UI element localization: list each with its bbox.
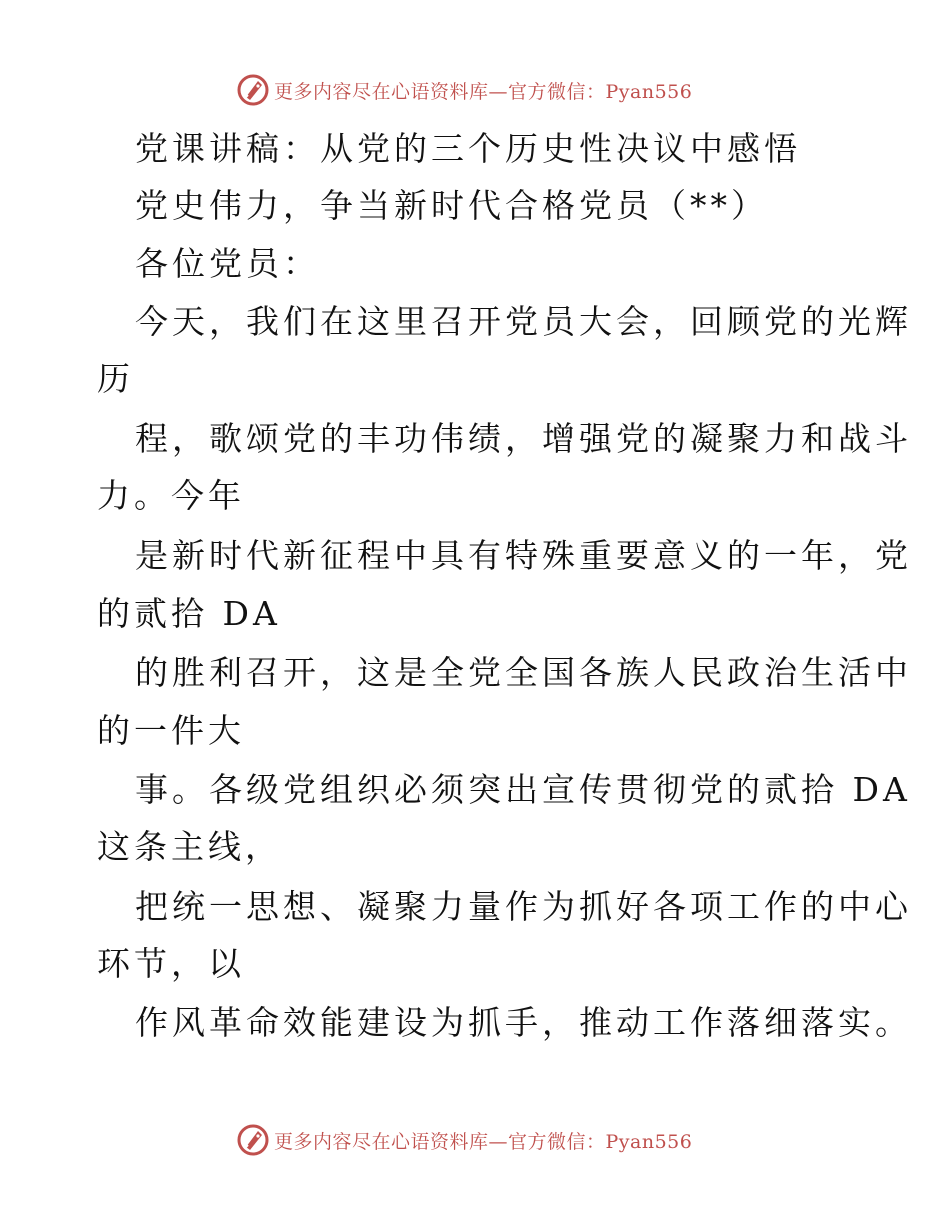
document-title-line-2: 党史伟力，争当新时代合格党员（**）: [135, 186, 768, 225]
paragraph-line: 事。各级党组织必须突出宣传贯彻党的贰拾 DA: [135, 770, 911, 809]
document-title-line-1: 党课讲稿：从党的三个历史性决议中感悟: [135, 129, 801, 168]
pen-nib-logo-icon: [236, 1123, 270, 1157]
paragraph-line: 的一件大: [97, 711, 245, 750]
paragraph-line: 程，歌颂党的丰功伟绩，增强党的凝聚力和战斗: [135, 419, 912, 458]
footer-watermark: [236, 1122, 692, 1158]
watermark-text: 更多内容尽在心语资料库—官方微信：Pyan556: [274, 80, 693, 103]
paragraph-line: 的贰拾 DA: [97, 594, 281, 633]
pen-nib-logo-icon: [236, 73, 270, 107]
paragraph-line: 的胜利召开，这是全党全国各族人民政治生活中: [135, 653, 912, 692]
header-watermark: [236, 72, 692, 108]
watermark-text: 更多内容尽在心语资料库—官方微信：Pyan556: [274, 1130, 693, 1153]
paragraph-line: 力。今年: [97, 476, 245, 515]
paragraph-line: 是新时代新征程中具有特殊重要意义的一年，党: [135, 536, 912, 575]
salutation: 各位党员：: [135, 244, 320, 283]
paragraph-line: 今天，我们在这里召开党员大会，回顾党的光辉: [135, 302, 912, 341]
paragraph-line: 历: [97, 359, 134, 398]
paragraph-line: 这条主线，: [97, 827, 282, 866]
paragraph-line: 把统一思想、凝聚力量作为抓好各项工作的中心: [135, 887, 912, 926]
paragraph-line: 作风革命效能建设为抓手，推动工作落细落实。: [135, 1003, 912, 1042]
paragraph-line: 环节，以: [97, 944, 245, 983]
